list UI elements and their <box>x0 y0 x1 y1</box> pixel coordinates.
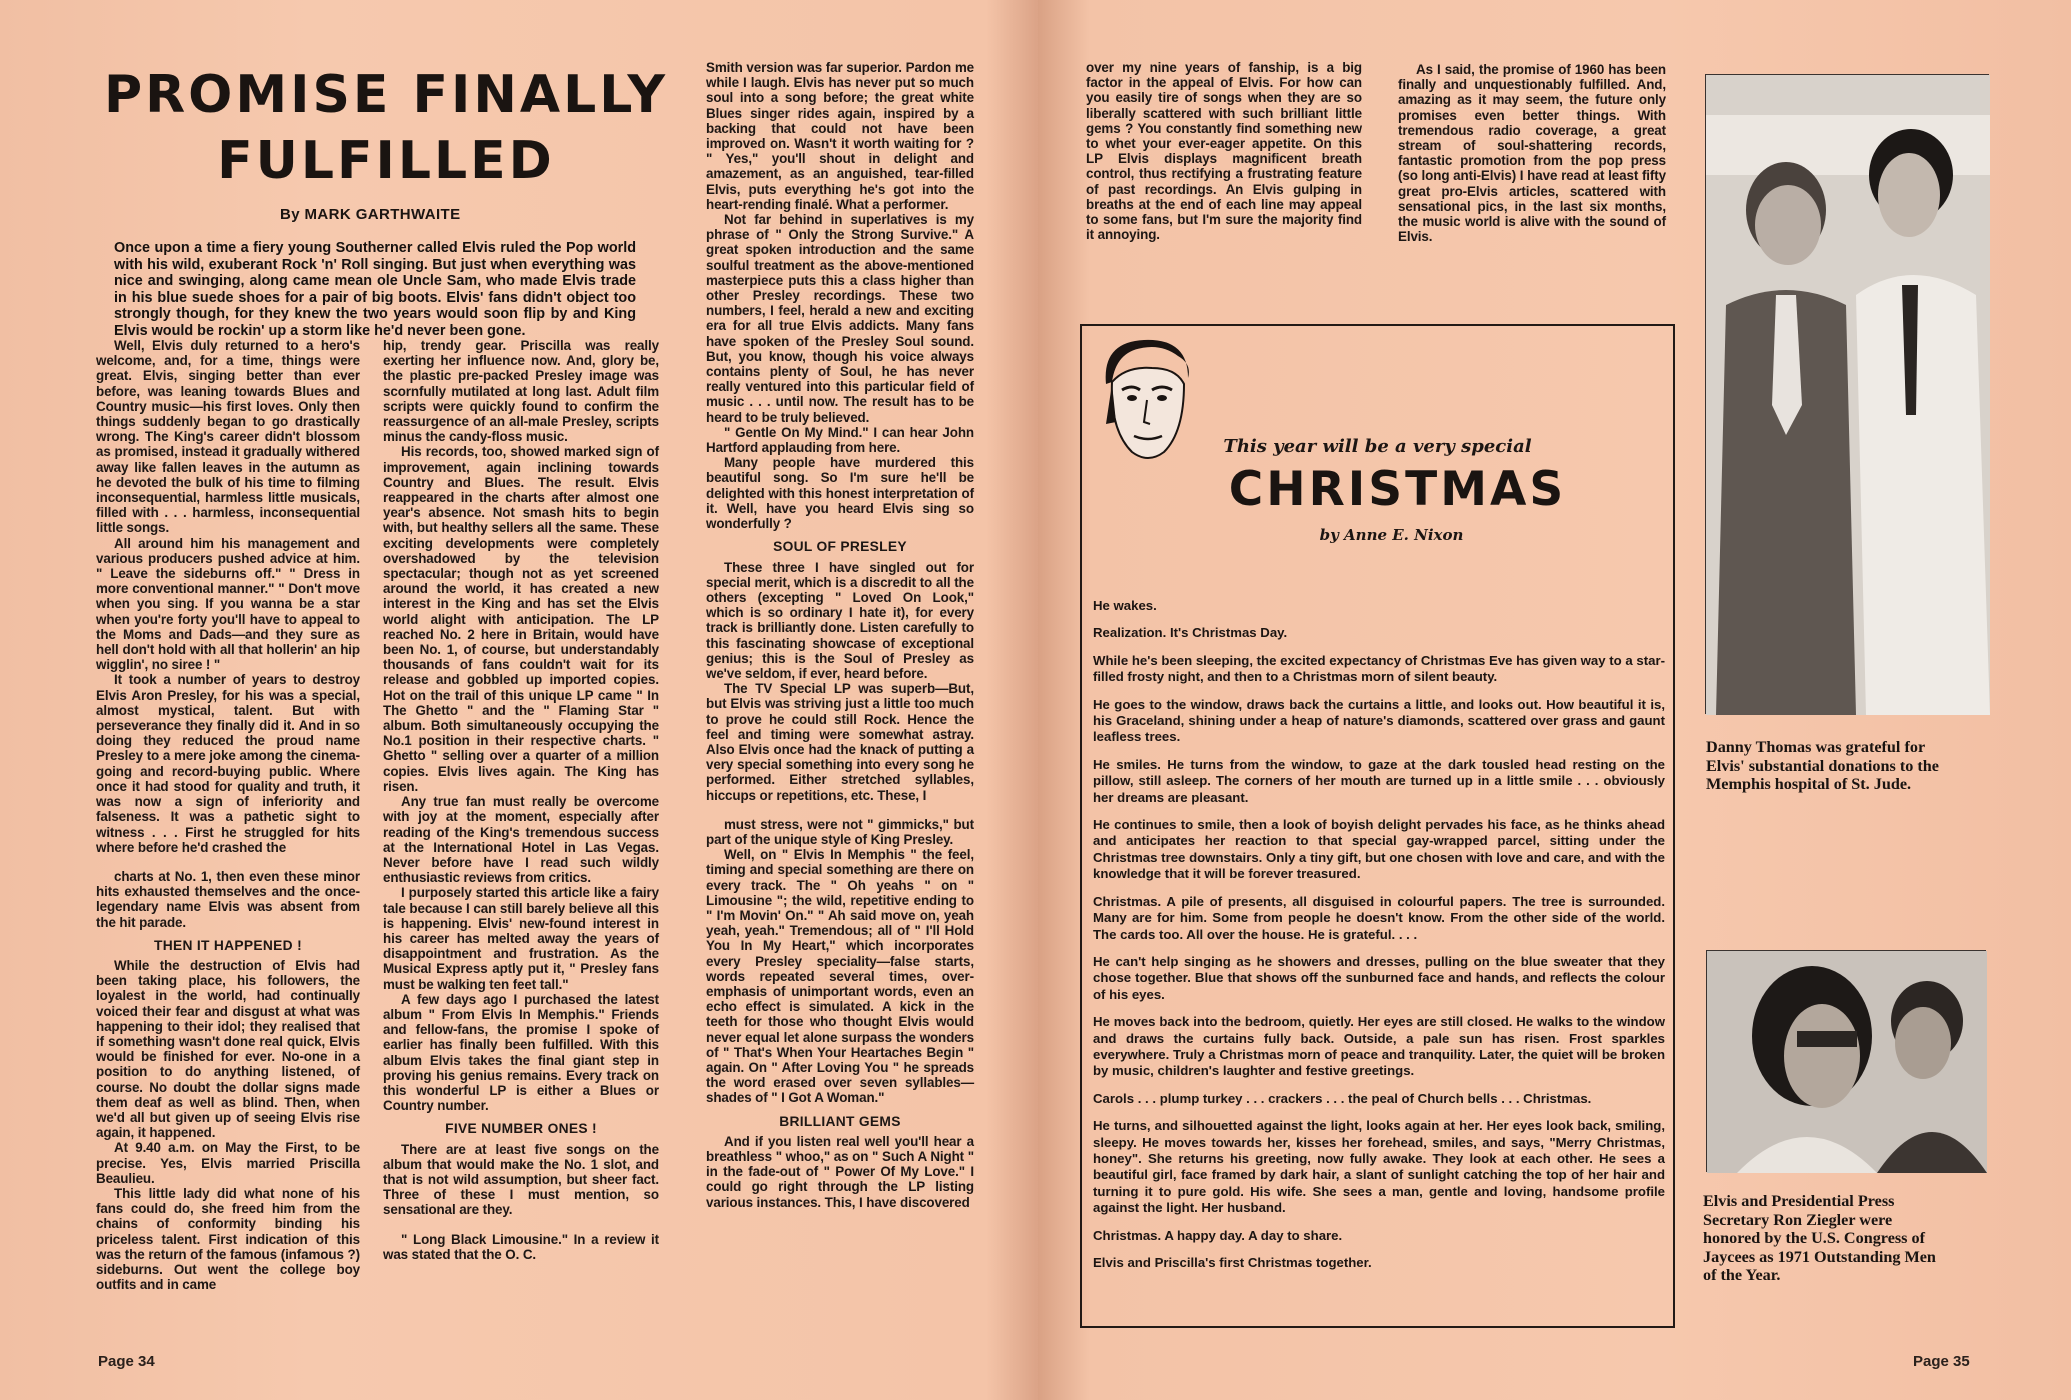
paragraph: Carols . . . plump turkey . . . crackers . . . the peal of Church bells . . . Christmas. <box>1093 1090 1592 1106</box>
paragraph: charts at No. 1, then even these minor hits exhausted themselves and the once-legendary name Elvis was absent from the hit parade. <box>96 868 360 930</box>
paragraph: Any true fan must really be overcome with joy at the moment, especially after reading of the King's tremendous success at the International Hotel in Las Vegas. Never before have I read such wildly enthusiastic reviews from critics. <box>383 794 659 886</box>
column-1 <box>96 338 360 1292</box>
paragraph: As I said, the promise of 1960 has been finally and unquestionably fulfilled. And, amazing as it may seem, the future only promises even better things. With tremendous radio coverage, a great stream of soul-shattering records, fantastic promotion from the pop press (so long anti-Elvis) I have read at least fifty great pro-Elvis articles, scattered with sensational pics, in the last six months, the music world is alive with the sound of Elvis. <box>1398 62 1666 245</box>
subhead-soul-of-presley: SOUL OF PRESLEY <box>773 539 907 555</box>
title-line-1: PROMISE FINALLY <box>104 65 668 125</box>
feature-story <box>1093 598 1665 1282</box>
paragraph: At 9.40 a.m. on May the First, to be precise. Yes, Elvis married Priscilla Beaulieu. <box>96 1140 360 1186</box>
photo-danny-thomas-elvis <box>1705 74 1989 714</box>
photo-placeholder-icon-2 <box>1707 951 1987 1173</box>
paragraph: " Long Black Limousine." In a review it was stated that the O. C. <box>383 1231 659 1262</box>
paragraph: hip, trendy gear. Priscilla was really exerting her influence now. And, glory be, the plastic pre-packed Presley image was scornfully mutilated at long last. Adult film scripts were quickly found to confirm the reassurgence of an all-male Presley, scripts minus the candy-floss music. <box>383 338 659 445</box>
subhead-then-it-happened: THEN IT HAPPENED ! <box>154 937 302 953</box>
paragraph: Christmas. A pile of presents, all disguised in colourful papers. The tree is surrounded. Many are for him. Some from people he doesn't know. From the other side of the world. The cards too. All over the house. He is grateful. . . . <box>1093 893 1665 942</box>
photo-placeholder-icon <box>1706 75 1990 715</box>
subhead-five-number-ones: FIVE NUMBER ONES ! <box>445 1121 597 1137</box>
paragraph: Many people have murdered this beautiful song. So I'm sure he'll be delighted with this honest interpretation of it. Well, have you heard Elvis sing so wonderfully ? <box>706 455 974 532</box>
column-3 <box>706 60 974 1210</box>
feature-byline: by Anne E. Nixon <box>1319 526 1464 544</box>
feature-pretitle: This year will be a very special <box>1223 436 1532 457</box>
paragraph: And if you listen real well you'll hear a breathless " whoo," as on " Such A Night " in the fade-out of " Power Of My Love." I could go right through the LP listing various instances. This, I have discovered <box>706 1133 974 1210</box>
page-number-left: Page 34 <box>98 1353 155 1370</box>
feature-title: CHRISTMAS <box>1228 462 1567 517</box>
paragraph: He moves back into the bedroom, quietly. Her eyes are still closed. He walks to the window and draws the curtains fully back. Outside, a pale sun has risen. Frost sparkles everywhere. Truly a Christmas morn of peace and tranquility. Later, the quiet will be broken by music, children's laughter and festive greetings. <box>1093 1014 1665 1079</box>
paragraph: All around him his management and various producers pushed advice at him. " Leave the sideburns off." " Dress in more conventional manner." " Don't move when you sing. If you wanna be a star when you're forty you'll have to appeal to the Moms and Dads—and they sure as hell don't hold with all that hollerin' an hip wigglin', no siree ! " <box>96 535 360 673</box>
paragraph: Realization. It's Christmas Day. <box>1093 625 1288 641</box>
article-intro: Once upon a time a fiery young Southerner called Elvis ruled the Pop world with his wild, exuberant Rock 'n' Roll singing. But just when everything was nice and swinging, along came mean ole Uncle Sam, who made Elvis trade in his blue suede shoes for a pair of big boots. Elvis' fans didn't object too strongly though, for they knew the two years would soon flip by and King Elvis would be rockin' up a storm like he'd never been gone. <box>114 240 636 339</box>
paragraph: must stress, were not " gimmicks," but part of the unique style of King Presley. <box>706 816 974 847</box>
column-5 <box>1398 62 1666 244</box>
photo-elvis-ziegler <box>1706 950 1986 1172</box>
paragraph: Christmas. A happy day. A day to share. <box>1093 1227 1343 1243</box>
page-number-right: Page 35 <box>1913 1353 1970 1370</box>
paragraph: There are at least five songs on the album that would make the No. 1 slot, and that is not wild assumption, but sheer fact. Three of these I must mention, so sensational are they. <box>383 1141 659 1218</box>
paragraph: Well, Elvis duly returned to a hero's welcome, and, for a time, things were great. Elvis, singing better than ever before, was leaning towards Blues and Country music—his first loves. Only then things suddenly began to go drastically wrong. The King's career didn't blossom as promised, instead it gradually withered away like fallen leaves in the autumn as he devoted the bulk of his time to filming inconsequential, harmless little musicals, filled with . . . harmless, inconsequential little songs. <box>96 338 360 536</box>
paragraph: While the destruction of Elvis had been taking place, his followers, the loyalest in the world, had continually voiced their fear and disgust at what was happening to their idol; they realised that if something wasn't done real quick, Elvis would be finished for ever. No-one in a position to do anything listened, of course. No doubt the dollar signs made them deaf as well as blind. Then, when we'd all but given up of seeing Elvis rise again, it happened. <box>96 957 360 1141</box>
paragraph: He goes to the window, draws back the curtains a little, and looks out. How beautiful it is, his Graceland, shining under a heap of nature's diamonds, scattered over grass and gaunt leafless trees. <box>1093 696 1665 745</box>
column-2 <box>383 338 659 1262</box>
caption-ron-ziegler: Elvis and Presidential Press Secretary Ron Ziegler were honored by the U.S. Congress of Jaycees as 1971 Outstanding Men of the Year. <box>1703 1192 1936 1285</box>
paragraph: These three I have singled out for special merit, which is a discredit to all the others (excepting " Loved On Look," which is so ordinary I hate it), for every track is brilliantly done. Listen carefully to this fascinating showcase of exceptional genius; this is the Soul of Presley as we've seldom, if ever, heard before. <box>706 559 974 681</box>
subhead-brilliant-gems: BRILLIANT GEMS <box>779 1113 901 1129</box>
paragraph: A few days ago I purchased the latest album " From Elvis In Memphis." Friends and fellow-fans, the promise I spoke of earlier has finally been fulfilled. With this album Elvis takes the final giant step in proving his genius remains. Every track on this wonderful LP is either a Blues or Country number. <box>383 991 659 1114</box>
paragraph: " Gentle On My Mind." I can hear John Hartford applauding from here. <box>706 424 974 456</box>
title-line-2: FULFILLED <box>217 131 555 191</box>
christmas-feature-box <box>1080 324 1675 1328</box>
paragraph: Not far behind in superlatives is my phrase of " Only the Strong Survive." A great spoken introduction and the same soulful treatment as the above-mentioned masterpiece puts this a class higher than other Presley recordings. These two numbers, I feel, herald a new and exciting era for all true Elvis addicts. Many fans have spoken of the Presley Soul sound. But, you know, though his voice always contains plenty of Soul, he has never really ventured into this particular field of music . . . until now. The result has to be heard to be truly believed. <box>706 212 974 425</box>
article-title <box>96 62 676 194</box>
paragraph: His records, too, showed marked sign of improvement, again inclining towards Country and Blues. The result. Elvis reappeared in the charts after almost one year's absence. Not smash hits to begin with, but healthy sellers all the same. These exciting developments were completely overshadowed by the television spectacular; though not as yet screened around the world, it has created a new interest in the King and has set the Elvis world alight with anticipation. The LP reached No. 2 here in Britain, would have been No. 1, of course, but understandably thousands of fans couldn't wait for its release and gobbled up imported copies. Hot on the trail of this unique LP came " In The Ghetto " and the " Flaming Star " album. Both simultaneously occupying the No.1 position in their respective charts. " Ghetto " selling over a quarter of a million copies. Elvis lives again. The King has risen. <box>383 444 659 794</box>
paragraph: He continues to smile, then a look of boyish delight pervades his face, as he thinks ahead and anticipates her reaction to that special gay-wrapped parcel, sitting under the Christmas tree downstairs. Only a tiny gift, but one chosen with love and care, and with the knowledge that it will be forever treasured. <box>1093 817 1665 882</box>
caption-danny-thomas: Danny Thomas was grateful for Elvis' substantial donations to the Memphis hospital of St. Jude. <box>1706 738 1939 794</box>
paragraph: Well, on " Elvis In Memphis " the feel, timing and special something are there on every track. The " Oh yeahs " on " Limousine "; the wild, repetitive ending to " I'm Movin' On." " Ah said move on, yeah yeah, yeah." Tremendous; all of " I'll Hold You In My Heart," which incorporates every Presley speciality—false starts, words repeated several times, over-emphasis of unimportant words, even an echo effect is simulated. A kick in the teeth for those who thought Elvis would never equal let alone surpass the wonders of " That's When Your Heartaches Begin " again. On " After Loving You " he spreads the word erased over seven syllables—shades of " I Got A Woman." <box>706 847 974 1106</box>
paragraph: He turns, and silhouetted against the light, looks again at her. Her eyes look back, smiling, sleepy. He moves towards her, kisses her forehead, smiles, and says, "Merry Christmas, honey". She returns his greeting, now fully awake. They look at each other. He sees a beautiful girl, face framed by dark hair, a slant of sunlight catching the top of her hair and turning it to pure gold. His wife. She sees a man, gentle and loving, handsome profile against the light. Her husband. <box>1093 1118 1665 1216</box>
paragraph: The TV Special LP was superb—But, but Elvis was striving just a little too much to prove he could still Rock. Hence the feel and timing were somewhat astray. Also Elvis once had the knack of putting a very special something into every song he performed. Either stretched syllables, hiccups or repetitions, etc. These, I <box>706 681 974 803</box>
column-4 <box>1086 60 1362 242</box>
paragraph: It took a number of years to destroy Elvis Aron Presley, for his was a special, almost mystical, talent. But with perseverance they finally did it. And in so doing they reduced the proud name Presley to a mere joke among the cinema-going and record-buying public. Where once it had stood for quality and truth, it was now a sign of inferiority and falseness. It was a pathetic sight to witness . . . First he struggled for hits where before he'd crashed the <box>96 672 360 855</box>
paragraph: While he's been sleeping, the excited expectancy of Christmas Eve has given way to a star-filled frosty night, and then to a Christmas morn of silent beauty. <box>1093 652 1665 685</box>
paragraph: I purposely started this article like a fairy tale because I can still barely believe all this is happening. Elvis' new-found interest in his career has melted away the years of disappointment and frustration. As the Musical Express aptly put it, " Presley fans must be walking ten feet tall." <box>383 885 659 992</box>
article-byline: By MARK GARTHWAITE <box>280 206 461 223</box>
paragraph: He can't help singing as he showers and dresses, pulling on the blue sweater that they chose together. Blue that shows off the sunburned face and hands, and reflects the colour of his eyes. <box>1093 953 1665 1002</box>
paragraph: This little lady did what none of his fans could do, she freed him from the chains of conformity binding his priceless talent. First indication of this was the return of the famous (infamous ?) sideburns. Out went the college boy outfits and in came <box>96 1185 360 1293</box>
paragraph: over my nine years of fanship, is a big factor in the appeal of Elvis. For how can you easily tire of songs when they are so liberally scattered with such brilliant little gems ? You constantly find something new to whet your ever-eager appetite. On this LP Elvis displays magnificent breath control, thus rectifying a frustrating feature of past recordings. An Elvis gulping in breaths at the end of each line may appeal to some fans, but I'm sure the majority find it annoying. <box>1086 60 1362 243</box>
paragraph: He smiles. He turns from the window, to gaze at the dark tousled head resting on the pillow, still asleep. The corners of her mouth are turned up in a little smile . . . obviously her dreams are pleasant. <box>1093 756 1665 805</box>
paragraph: Smith version was far superior. Pardon me while I laugh. Elvis has never put so much soul into a song before; the great white Blues singer rides again, inspired by a backing that could not have been improved on. Wasn't it worth waiting for ? " Yes," you'll shout in delight and amazement, as an anguished, tear-filled Elvis, puts everything he's got into the heart-rending finalé. What a performer. <box>706 60 974 212</box>
paragraph: Elvis and Priscilla's first Christmas together. <box>1093 1255 1372 1270</box>
paragraph: He wakes. <box>1093 598 1157 613</box>
